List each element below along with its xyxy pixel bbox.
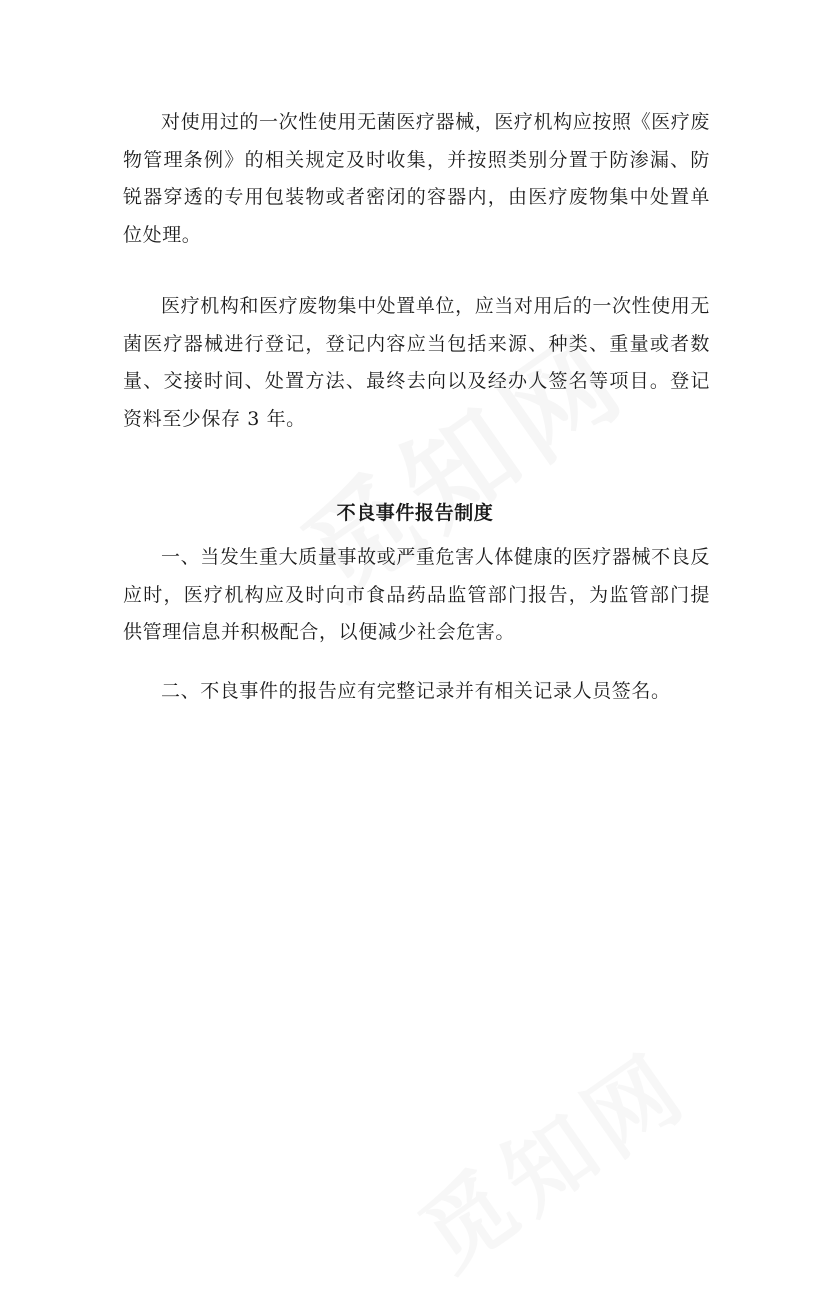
paragraph-text: 医疗机构和医疗废物集中处置单位，应当对用后的一次性使用无菌医疗器械进行登记，登记内容应当包括来源、种类、重量或者数量、交接时间、处置方法、最终去向以及经办人签名等项目。登记资料至少保存 3 年。 bbox=[123, 295, 710, 430]
paragraph-report-item-1 bbox=[123, 539, 710, 652]
paragraph-registration bbox=[123, 288, 710, 438]
paragraph-report-item-2 bbox=[123, 673, 710, 711]
section-heading: 不良事件报告制度 bbox=[336, 502, 494, 524]
watermark-bottom bbox=[390, 1016, 710, 1294]
paragraph-text: 对使用过的一次性使用无菌医疗器械，医疗机构应按照《医疗废物管理条例》的相关规定及时收集，并按照类别分置于防渗漏、防锐器穿透的专用包装物或者密闭的容器内，由医疗废物集中处置单位处理。 bbox=[123, 111, 710, 246]
paragraph-waste-disposal bbox=[123, 104, 710, 254]
paragraph-text: 二、不良事件的报告应有完整记录并有相关记录人员签名。 bbox=[161, 680, 671, 702]
paragraph-text: 一、当发生重大质量事故或严重危害人体健康的医疗器械不良反应时，医疗机构应及时向市食品药品监管部门报告，为监管部门提供管理信息并积极配合，以便减少社会危害。 bbox=[123, 546, 710, 643]
